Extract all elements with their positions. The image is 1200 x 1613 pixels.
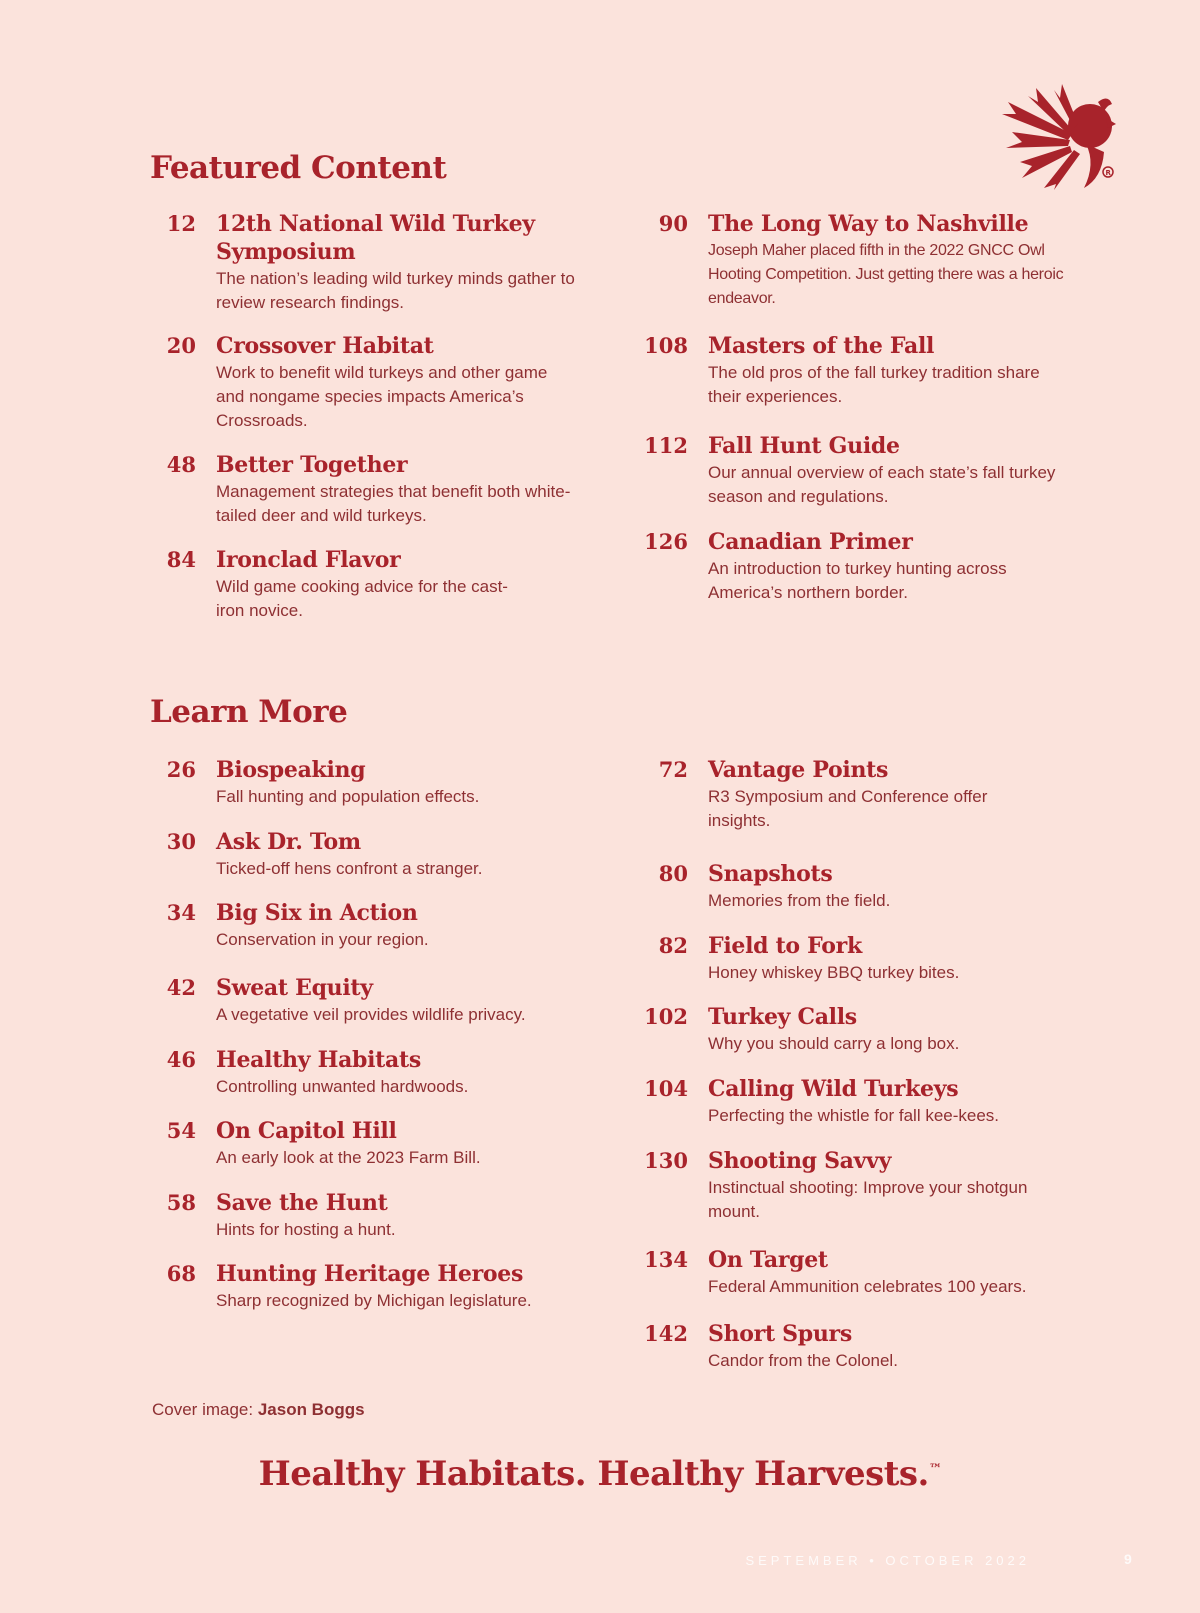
entry-description: Our annual overview of each state’s fall turkey season and regulations. xyxy=(708,463,1056,506)
entry-title: Masters of the Fall xyxy=(708,333,935,359)
entry-description: Instinctual shooting: Improve your shotgun mount. xyxy=(708,1178,1028,1221)
entry-description: Management strategies that benefit both white-tailed deer and wild turkeys. xyxy=(216,482,571,525)
entry-title: On Target xyxy=(708,1247,828,1273)
entry-title: Shooting Savvy xyxy=(708,1148,892,1174)
cover-credit-name: Jason Boggs xyxy=(257,1400,365,1419)
entry-title: Better Together xyxy=(216,452,408,478)
page-number: 26 xyxy=(166,757,196,782)
page-number: 30 xyxy=(166,829,196,854)
page-number: 48 xyxy=(166,452,196,477)
page-number: 68 xyxy=(166,1261,196,1286)
entry-title: Healthy Habitats xyxy=(216,1047,421,1073)
entry-title: 12th National Wild Turkey Symposium xyxy=(216,211,535,265)
tagline-text: Healthy Habitats. Healthy Harvests. xyxy=(258,1454,929,1494)
entry-title: Calling Wild Turkeys xyxy=(708,1076,959,1102)
entry-title: Canadian Primer xyxy=(708,529,913,555)
page-number: 82 xyxy=(658,933,688,958)
entry-title: Ironclad Flavor xyxy=(216,547,401,573)
page-number: 42 xyxy=(166,975,196,1000)
page-number: 54 xyxy=(166,1118,196,1143)
entry-description: The nation’s leading wild turkey minds gather to review research findings. xyxy=(216,269,575,312)
learn-section-title: Learn More xyxy=(150,694,348,730)
entry-description: Joseph Maher placed fifth in the 2022 GNCC Owl Hooting Competition. Just getting there was a heroic endeavor. xyxy=(708,242,1064,307)
entry-title: Vantage Points xyxy=(708,757,889,783)
page-number: 20 xyxy=(166,333,196,358)
entry-title: Field to Fork xyxy=(708,933,862,959)
entry-title: On Capitol Hill xyxy=(216,1118,397,1144)
entry-description: Fall hunting and population effects. xyxy=(216,787,480,806)
entry-title: Save the Hunt xyxy=(216,1190,388,1216)
page-number: 102 xyxy=(644,1004,688,1029)
entry-title: Big Six in Action xyxy=(216,900,418,926)
entry-title: Sweat Equity xyxy=(216,975,373,1001)
page-number: 12 xyxy=(166,211,196,236)
entry-title: Fall Hunt Guide xyxy=(708,433,900,459)
entry-description: R3 Symposium and Conference offer insights. xyxy=(708,787,988,830)
page-number: 104 xyxy=(644,1076,688,1101)
page-number: 142 xyxy=(644,1321,688,1346)
entry-description: Federal Ammunition celebrates 100 years. xyxy=(708,1277,1027,1296)
entry-title: Ask Dr. Tom xyxy=(216,829,361,855)
page-number: 90 xyxy=(658,211,688,236)
tagline xyxy=(0,1454,1200,1494)
page-number: 108 xyxy=(644,333,688,358)
entry-description: Wild game cooking advice for the cast-iron novice. xyxy=(216,577,508,620)
entry-description: Sharp recognized by Michigan legislature. xyxy=(216,1291,532,1310)
page-number: 80 xyxy=(658,861,688,886)
entry-title: Biospeaking xyxy=(216,757,366,783)
turkey-logo-icon xyxy=(1002,84,1122,190)
entry-description: Why you should carry a long box. xyxy=(708,1034,960,1053)
entry-title: Crossover Habitat xyxy=(216,333,434,359)
entry-description: An introduction to turkey hunting across America’s northern border. xyxy=(708,559,1007,602)
issue-date: SEPTEMBER • OCTOBER 2022 xyxy=(745,1553,1030,1568)
entry-description: The old pros of the fall turkey tradition share their experiences. xyxy=(708,363,1040,406)
entry-title: Short Spurs xyxy=(708,1321,852,1347)
page-number: 46 xyxy=(166,1047,196,1072)
trademark-mark: ™ xyxy=(928,1462,942,1477)
entry-description: Ticked-off hens confront a stranger. xyxy=(216,859,483,878)
page-number: 126 xyxy=(644,529,688,554)
entry-description: An early look at the 2023 Farm Bill. xyxy=(216,1148,481,1167)
page-number: 130 xyxy=(644,1148,688,1173)
entry-description: Perfecting the whistle for fall kee-kees. xyxy=(708,1106,1000,1125)
entry-description: Controlling unwanted hardwoods. xyxy=(216,1077,469,1096)
page-number: 34 xyxy=(166,900,196,925)
page-number-footer: 9 xyxy=(1124,1551,1132,1567)
entry-title: Hunting Heritage Heroes xyxy=(216,1261,524,1287)
entry-title: The Long Way to Nashville xyxy=(708,211,1029,237)
entry-title: Turkey Calls xyxy=(708,1004,857,1030)
entry-description: A vegetative veil provides wildlife privacy. xyxy=(216,1005,526,1024)
featured-section-title: Featured Content xyxy=(150,150,447,186)
svg-text:R: R xyxy=(1105,169,1111,177)
entry-description: Candor from the Colonel. xyxy=(708,1351,898,1370)
entry-description: Memories from the field. xyxy=(708,891,891,910)
cover-credit xyxy=(152,1400,365,1420)
entry-title: Snapshots xyxy=(708,861,833,887)
entry-description: Conservation in your region. xyxy=(216,930,429,949)
page-number: 84 xyxy=(166,547,196,572)
page-number: 134 xyxy=(644,1247,688,1272)
page-number: 72 xyxy=(658,757,688,782)
page-number: 112 xyxy=(644,433,688,458)
cover-credit-label: Cover image: xyxy=(152,1400,258,1419)
entry-description: Hints for hosting a hunt. xyxy=(216,1220,396,1239)
entry-description: Honey whiskey BBQ turkey bites. xyxy=(708,963,960,982)
entry-description: Work to benefit wild turkeys and other game and nongame species impacts America’s Crossroads. xyxy=(216,363,548,430)
page-number: 58 xyxy=(166,1190,196,1215)
